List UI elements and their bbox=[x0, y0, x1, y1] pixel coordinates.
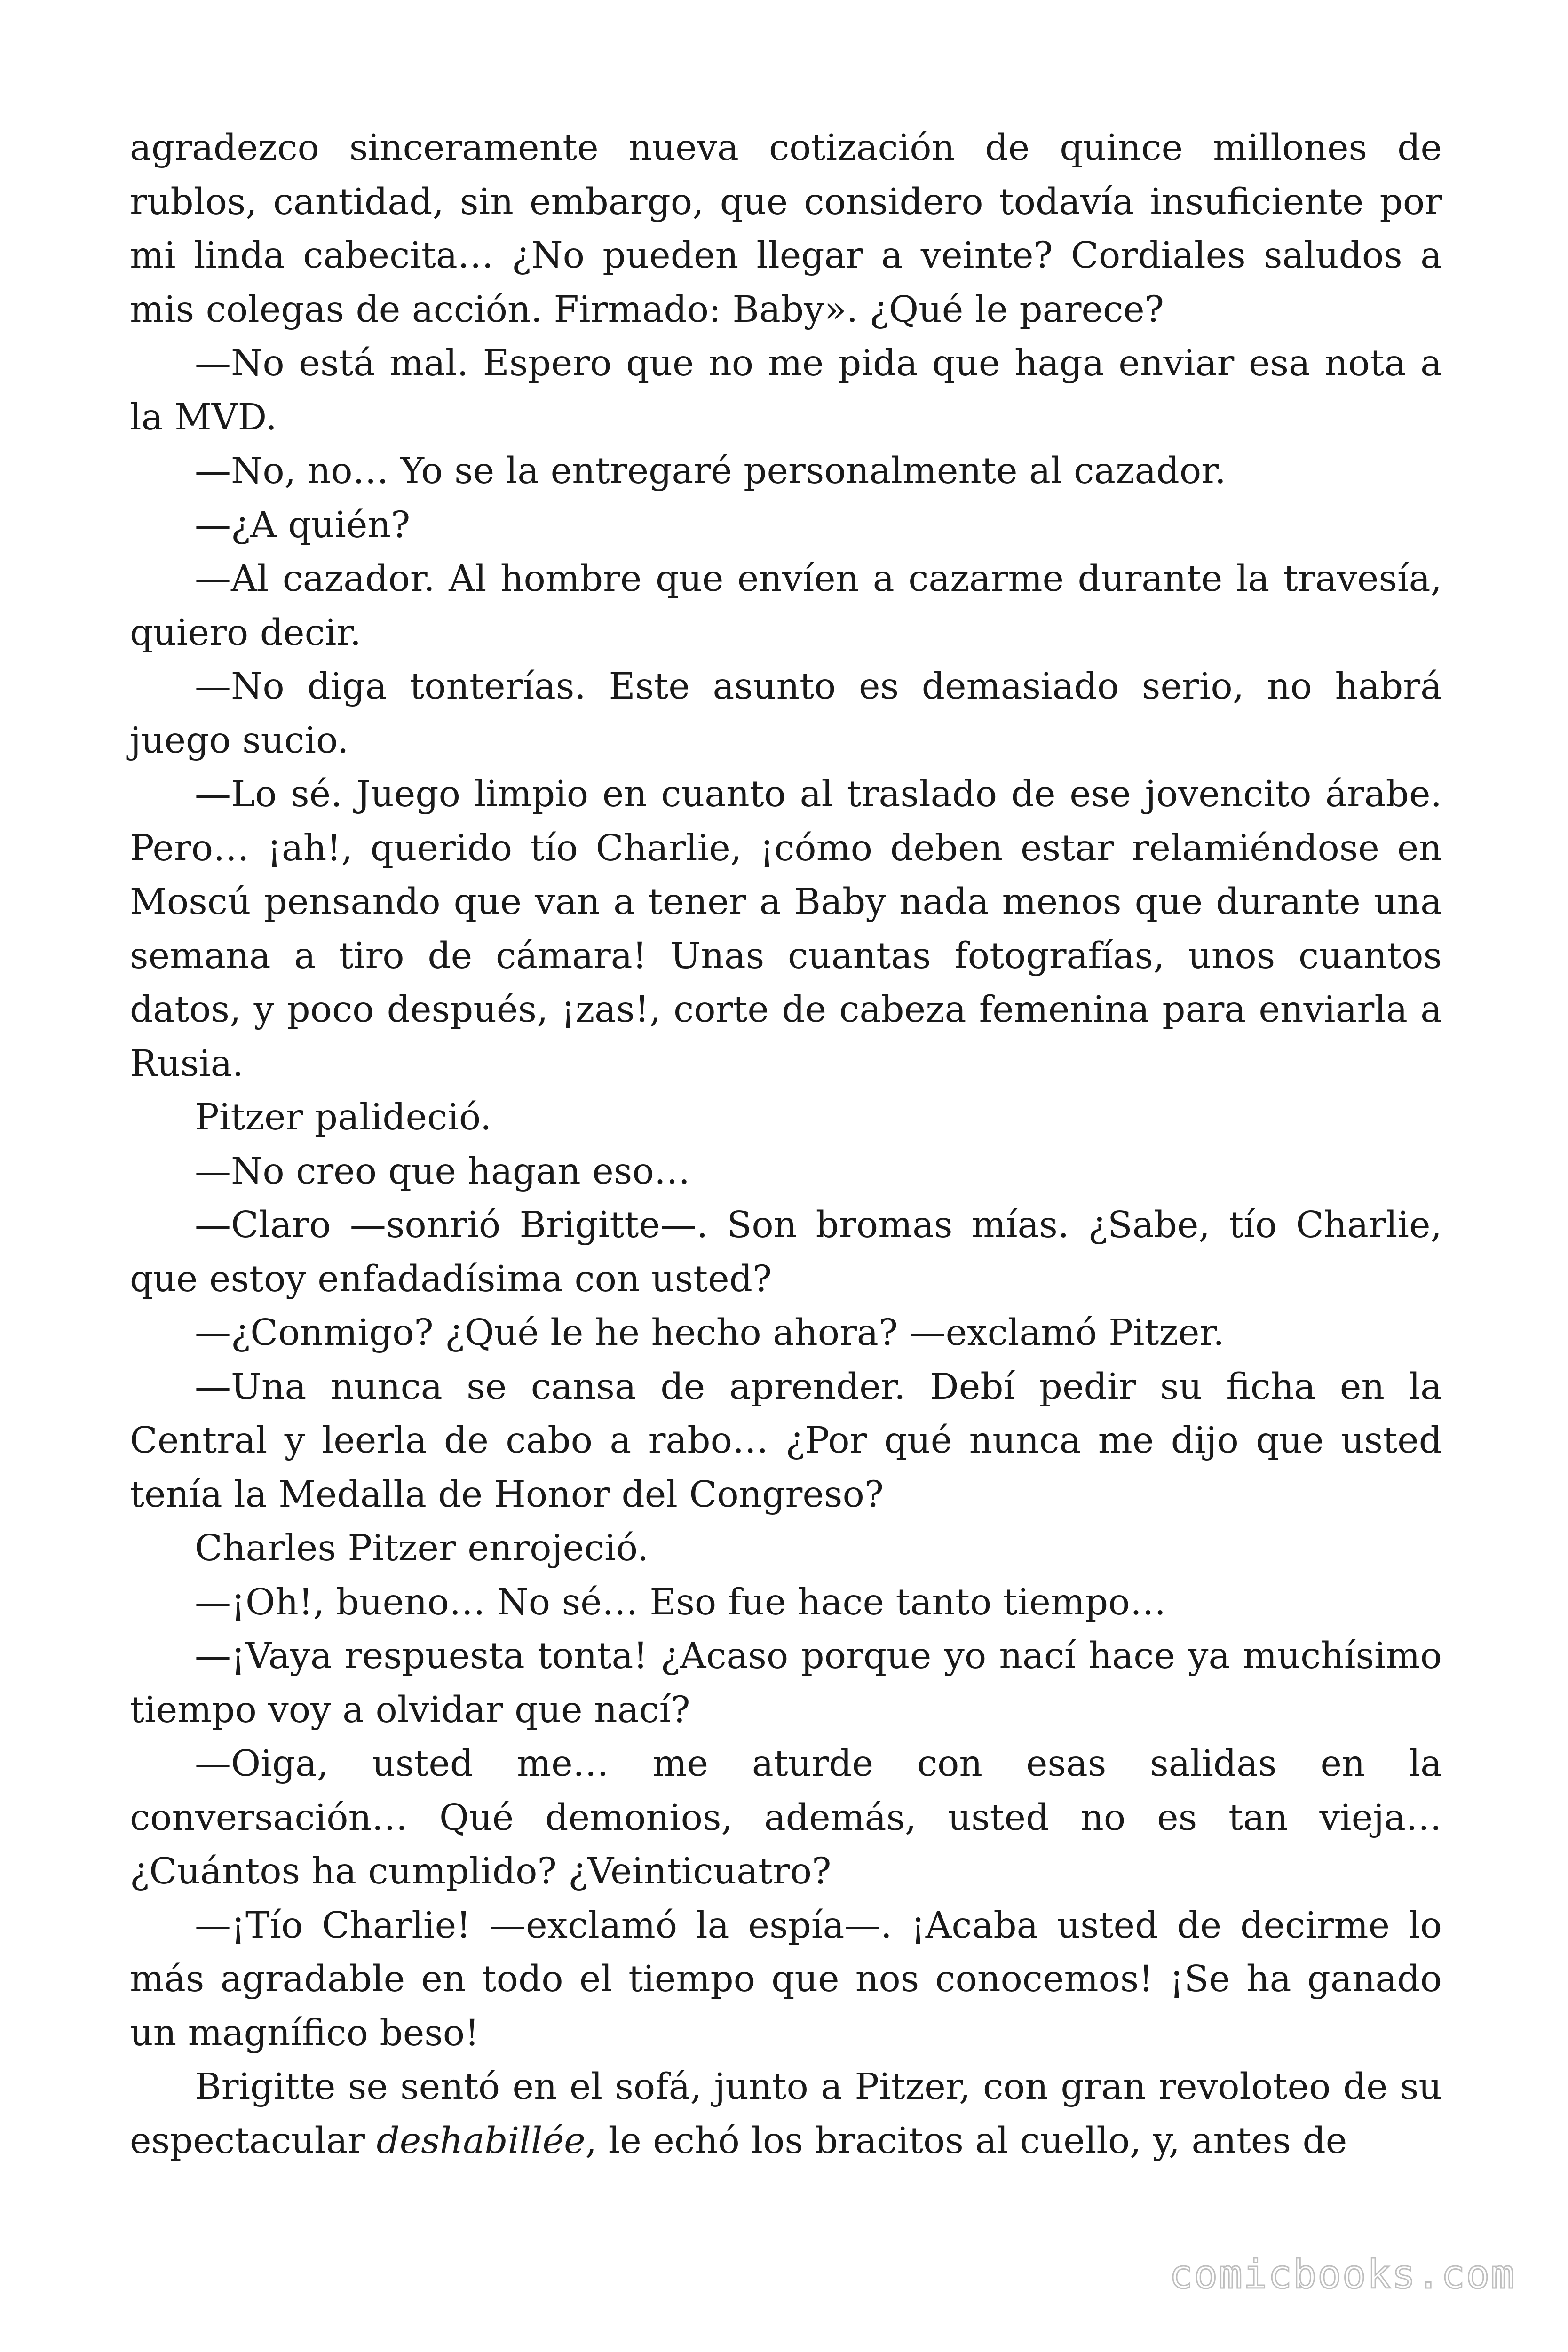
paragraph: —¿Conmigo? ¿Qué le he hecho ahora? —exclamó Pitzer. bbox=[195, 1312, 1225, 1354]
paragraph-last-after: , le echó los bracitos al cuello, y, antes de bbox=[585, 2120, 1347, 2162]
paragraph: Charles Pitzer enrojeció. bbox=[195, 1527, 649, 1569]
paragraph: —¡Oh!, bueno… No sé… Eso fue hace tanto tiempo… bbox=[195, 1581, 1166, 1623]
paragraph: —Al cazador. Al hombre que envíen a cazarme durante la travesía, quiero decir. bbox=[130, 558, 1442, 654]
watermark-text: comicbooks.com bbox=[1169, 2251, 1515, 2297]
paragraph: —Una nunca se cansa de aprender. Debí pedir su ficha en la Central y leerla de cabo a rabo… ¿Por qué nunca me dijo que usted tenía la Medalla de Honor del Congreso? bbox=[130, 1366, 1442, 1516]
paragraph: —Lo sé. Juego limpio en cuanto al traslado de ese jovencito árabe. Pero… ¡ah!, querido tío Charlie, ¡cómo deben estar relamiéndose en Moscú pensando que van a tener a Baby nada menos que durante una semana a tiro de cámara! Unas cuantas fotografías, unos cuantos datos, y poco después, ¡zas!, corte de cabeza femenina para enviarla a Rusia. bbox=[130, 773, 1442, 1085]
body-text bbox=[130, 121, 1442, 2168]
paragraph-last-before: Brigitte se sentó en el sofá, junto a Pitzer, con gran revoloteo de su espectacular bbox=[130, 2066, 1442, 2162]
paragraph: —No creo que hagan eso… bbox=[195, 1150, 690, 1192]
paragraph: —Oiga, usted me… me aturde con esas salidas en la conversación… Qué demonios, además, usted no es tan vieja… ¿Cuántos ha cumplido? ¿Veinticuatro? bbox=[130, 1743, 1442, 1892]
paragraph: agradezco sinceramente nueva cotización de quince millones de rublos, cantidad, sin embargo, que considero todavía insuficiente por mi linda cabecita… ¿No pueden llegar a veinte? Cordiales saludos a mis colegas de acción. Firmado: Baby». ¿Qué le parece? bbox=[130, 127, 1442, 331]
paragraph: —Claro —sonrió Brigitte—. Son bromas mías. ¿Sabe, tío Charlie, que estoy enfadadísima con usted? bbox=[130, 1204, 1442, 1300]
paragraph: —No diga tonterías. Este asunto es demasiado serio, no habrá juego sucio. bbox=[130, 666, 1442, 762]
paragraph: —No está mal. Espero que no me pida que haga enviar esa nota a la MVD. bbox=[130, 342, 1442, 438]
paragraph: —No, no… Yo se la entregaré personalmente al cazador. bbox=[195, 450, 1226, 492]
italic-word: deshabillée bbox=[376, 2120, 586, 2162]
paragraph-last bbox=[130, 2060, 1442, 2168]
paragraph: —¿A quién? bbox=[195, 504, 411, 546]
paragraph: Pitzer palideció. bbox=[195, 1097, 492, 1138]
paragraph: —¡Vaya respuesta tonta! ¿Acaso porque yo nací hace ya muchísimo tiempo voy a olvidar que nací? bbox=[130, 1635, 1442, 1731]
paragraph: —¡Tío Charlie! —exclamó la espía—. ¡Acaba usted de decirme lo más agradable en todo el tiempo que nos conocemos! ¡Se ha ganado un magnífico beso! bbox=[130, 1904, 1442, 2054]
